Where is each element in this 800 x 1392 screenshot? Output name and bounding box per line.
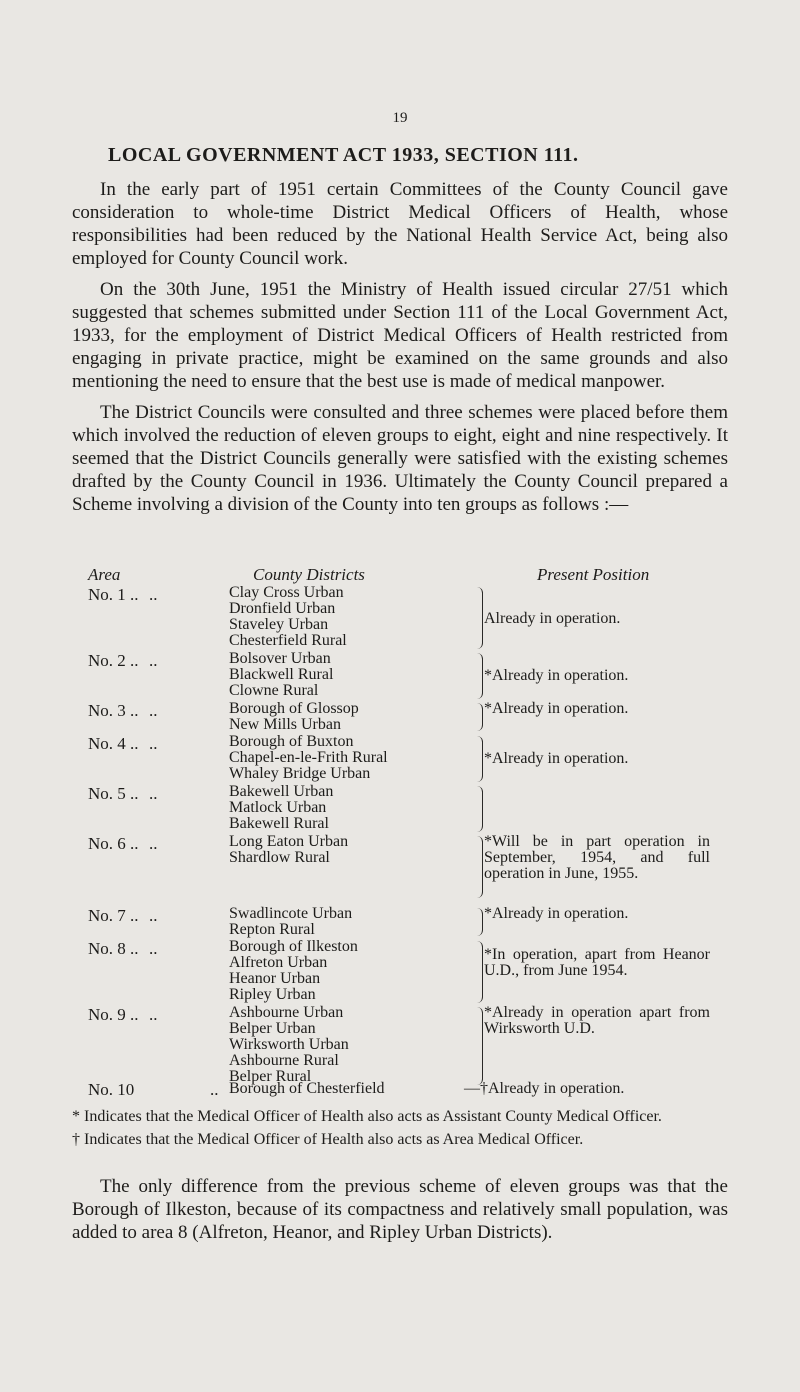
area-number: No. 2 .. — [88, 651, 139, 670]
brace — [476, 836, 483, 898]
district-list — [229, 651, 333, 699]
footnotes — [72, 1108, 728, 1154]
area-number: No. 6 .. — [88, 834, 139, 853]
area-number: No. 8 .. — [88, 939, 139, 958]
leader-dots: .. — [149, 906, 158, 925]
paragraph: The District Councils were consulted and three schemes were placed before them which involved the reduction of eleven groups to eight, eight and nine respectively. It seemed that the District Councils generally were satisfied with the existing schemes drafted by the County Council in 1936. Ultimately the County Council prepared a Scheme involving a division of the County into ten groups as follows :— — [72, 402, 728, 515]
district-name: Staveley Urban — [229, 616, 329, 633]
district-name: Borough of Ilkeston — [229, 938, 358, 955]
district-name: Borough of Chesterfield — [229, 1080, 385, 1097]
intro-text — [72, 178, 728, 524]
header-districts: County Districts — [253, 565, 365, 584]
district-name: Heanor Urban — [229, 970, 321, 987]
brace — [476, 786, 483, 832]
brace — [476, 736, 483, 782]
district-list — [229, 834, 348, 866]
leader-dots: .. — [210, 1080, 219, 1099]
leader-dots: .. — [149, 939, 158, 958]
district-name: Shardlow Rural — [229, 849, 330, 866]
area-number: No. 3 .. — [88, 701, 139, 720]
page-number: 19 — [392, 110, 408, 126]
district-list — [229, 784, 333, 832]
position-text: *Already in operation. — [484, 750, 629, 767]
district-name: Wirksworth Urban — [229, 1036, 349, 1053]
position-text: *Already in operation. — [484, 667, 629, 684]
brace — [476, 908, 483, 936]
district-name: Whaley Bridge Urban — [229, 765, 371, 782]
leader-dots: .. — [149, 1005, 158, 1024]
district-name: Chesterfield Rural — [229, 632, 347, 649]
area-number: No. 9 .. — [88, 1005, 139, 1024]
leader-dots: .. — [149, 701, 158, 720]
brace — [476, 653, 483, 699]
district-name: Alfreton Urban — [229, 954, 328, 971]
district-list — [229, 585, 347, 649]
district-name: Chapel-en-le-Frith Rural — [229, 749, 388, 766]
area-number: No. 4 .. — [88, 734, 139, 753]
district-name: Ripley Urban — [229, 986, 316, 1003]
district-list — [229, 906, 352, 938]
position-text: *Already in operation apart from Wirksworth U.D. — [484, 1004, 710, 1037]
district-name: Bakewell Urban — [229, 783, 334, 800]
closing-text — [72, 1175, 728, 1244]
district-name: Ashbourne Rural — [229, 1052, 339, 1069]
district-name: Borough of Glossop — [229, 700, 359, 717]
district-name: Belper Rural — [229, 1068, 312, 1085]
area-number: No. 5 .. — [88, 784, 139, 803]
district-list — [229, 939, 358, 1003]
leader-dots: .. — [149, 784, 158, 803]
district-name: Dronfield Urban — [229, 600, 336, 617]
district-name: Clay Cross Urban — [229, 584, 344, 601]
position-text: —†Already in operation. — [464, 1080, 625, 1097]
brace — [476, 1007, 483, 1085]
header-position: Present Position — [537, 565, 650, 584]
district-name: Bolsover Urban — [229, 650, 331, 667]
leader-dots: .. — [149, 734, 158, 753]
area-number: No. 7 .. — [88, 906, 139, 925]
district-name: Borough of Buxton — [229, 733, 354, 750]
position-text: *In operation, apart from Heanor U.D., from June 1954. — [484, 946, 710, 979]
district-name: Bakewell Rural — [229, 815, 329, 832]
section-heading: LOCAL GOVERNMENT ACT 1933, SECTION 111. — [108, 144, 579, 166]
header-area: Area — [88, 565, 121, 584]
leader-dots: .. — [149, 834, 158, 853]
footnote: † Indicates that the Medical Officer of Health also acts as Area Medical Officer. — [72, 1131, 584, 1148]
district-list — [229, 734, 388, 782]
district-list — [229, 1005, 349, 1085]
district-list — [229, 701, 359, 733]
leader-dots: .. — [149, 585, 158, 604]
footnote: * Indicates that the Medical Officer of Health also acts as Assistant County Medical Officer. — [72, 1108, 662, 1125]
brace — [476, 703, 483, 731]
district-name: Swadlincote Urban — [229, 905, 353, 922]
position-text: *Already in operation. — [484, 905, 629, 922]
position-text: *Will be in part operation in September, 1954, and full operation in June, 1955. — [484, 833, 710, 882]
area-number: No. 10 — [88, 1080, 135, 1099]
position-text: *Already in operation. — [484, 700, 629, 717]
brace — [476, 587, 483, 649]
district-name: Clowne Rural — [229, 682, 319, 699]
brace — [476, 941, 483, 1003]
district-name: Belper Urban — [229, 1020, 316, 1037]
paragraph: In the early part of 1951 certain Committees of the County Council gave consideration to whole-time District Medical Officers of Health, whose responsibilities had been reduced by the National Health Service Act, being also employed for County Council work. — [72, 179, 728, 269]
position-text: Already in operation. — [484, 610, 621, 627]
area-number: No. 1 .. — [88, 585, 139, 604]
paragraph: On the 30th June, 1951 the Ministry of Health issued circular 27/51 which suggested that schemes submitted under Section 111 of the Local Government Act, 1933, for the employment of District Medical Officers of Health restricted from engaging in private practice, might be examined on the same grounds and also mentioning the need to ensure that the best use is made of medical manpower. — [72, 279, 728, 392]
district-name: Blackwell Rural — [229, 666, 334, 683]
district-name: Ashbourne Urban — [229, 1004, 344, 1021]
leader-dots: .. — [149, 651, 158, 670]
district-name: Repton Rural — [229, 921, 315, 938]
paragraph: The only difference from the previous scheme of eleven groups was that the Borough of Ilkeston, because of its compactness and relatively small population, was added to area 8 (Alfreton, Heanor, and Ripley Urban Districts). — [72, 1176, 728, 1243]
district-name: Matlock Urban — [229, 799, 327, 816]
district-name: New Mills Urban — [229, 716, 341, 733]
district-name: Long Eaton Urban — [229, 833, 349, 850]
